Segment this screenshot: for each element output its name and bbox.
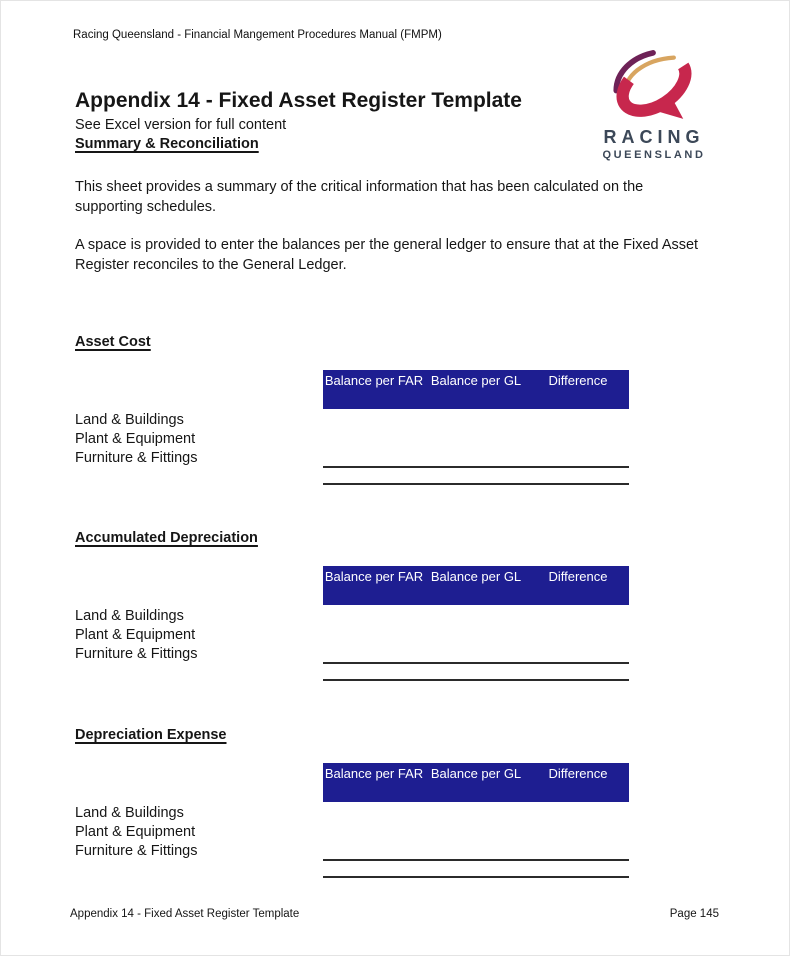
column-header-balance-per-gl: Balance per GL: [430, 569, 522, 584]
footer-page-number: Page 145: [669, 908, 719, 920]
asset-class-rows: [75, 607, 198, 664]
logo-racing-text: RACING: [603, 127, 705, 147]
subtotal-line: [323, 466, 629, 468]
column-header-balance-per-gl: Balance per GL: [430, 373, 522, 388]
column-header-difference: Difference: [548, 373, 608, 388]
total-double-line: [323, 876, 629, 878]
page-subtitle: See Excel version for full content: [75, 117, 287, 133]
row-label-plant-equipment: Plant & Equipment: [75, 431, 196, 447]
balance-table-header: [323, 566, 629, 605]
running-header: Racing Queensland - Financial Mangement Procedures Manual (FMPM): [73, 29, 442, 41]
asset-class-rows: [75, 804, 198, 861]
racing-queensland-logo: [598, 45, 710, 161]
summary-reconciliation-heading: Summary & Reconciliation: [75, 136, 259, 152]
row-label-land-buildings: Land & Buildings: [75, 608, 184, 624]
row-label-furniture-fittings: Furniture & Fittings: [75, 646, 198, 662]
column-header-balance-per-far: Balance per FAR: [324, 766, 424, 781]
logo-queensland-text: QUEENSLAND: [602, 149, 706, 161]
subtotal-line: [323, 662, 629, 664]
page-title: Appendix 14 - Fixed Asset Register Template: [75, 89, 522, 112]
section-asset-cost: [1, 334, 790, 530]
racing-q-logo-icon: [604, 45, 704, 123]
row-label-land-buildings: Land & Buildings: [75, 805, 184, 821]
column-header-difference: Difference: [548, 766, 608, 781]
balance-table-header: [323, 370, 629, 409]
footer-document-title: Appendix 14 - Fixed Asset Register Template: [70, 908, 300, 920]
ledger-paragraph: A space is provided to enter the balances per the general ledger to ensure that at the Fixed Asset Register reconciles to the General Ledger.: [75, 237, 699, 273]
section-heading: Accumulated Depreciation: [75, 530, 258, 546]
section-heading: Asset Cost: [75, 334, 151, 350]
total-double-line: [323, 483, 629, 485]
row-label-plant-equipment: Plant & Equipment: [75, 824, 196, 840]
intro-paragraph: This sheet provides a summary of the critical information that has been calculated on the supporting schedules.: [75, 179, 644, 215]
row-label-land-buildings: Land & Buildings: [75, 412, 184, 428]
total-double-line: [323, 679, 629, 681]
section-accumulated-depreciation: [1, 530, 790, 726]
section-depreciation-expense: [1, 727, 790, 923]
row-label-plant-equipment: Plant & Equipment: [75, 627, 196, 643]
row-label-furniture-fittings: Furniture & Fittings: [75, 450, 198, 466]
subtotal-line: [323, 859, 629, 861]
column-header-balance-per-gl: Balance per GL: [430, 766, 522, 781]
balance-table-header: [323, 763, 629, 802]
column-header-balance-per-far: Balance per FAR: [324, 569, 424, 584]
row-label-furniture-fittings: Furniture & Fittings: [75, 843, 198, 859]
column-header-difference: Difference: [548, 569, 608, 584]
column-header-balance-per-far: Balance per FAR: [324, 373, 424, 388]
section-heading: Depreciation Expense: [75, 727, 227, 743]
asset-class-rows: [75, 411, 198, 468]
